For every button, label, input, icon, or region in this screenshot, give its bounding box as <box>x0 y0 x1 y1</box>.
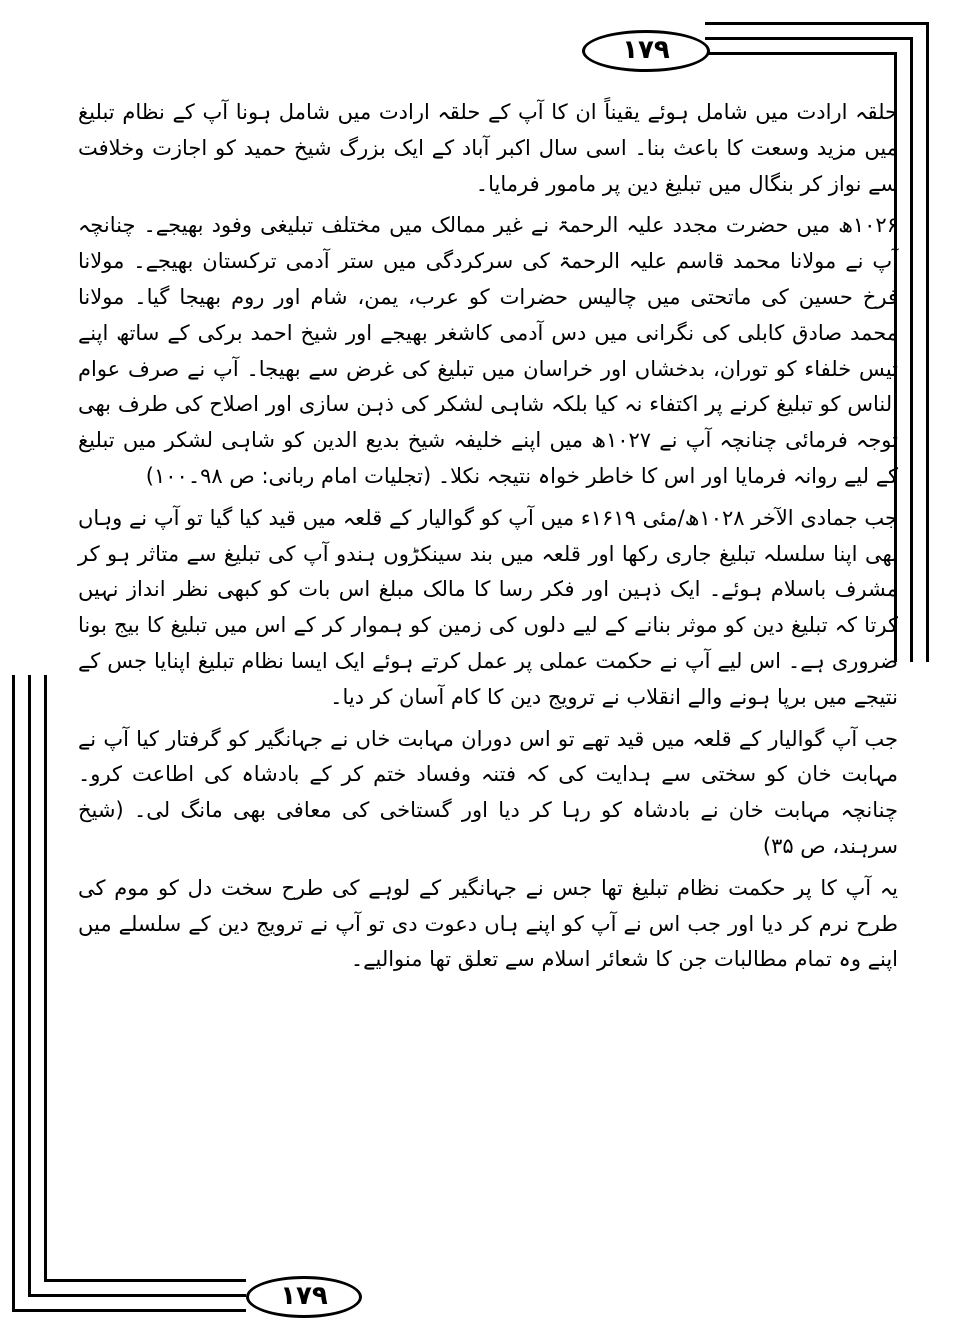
border-right-line-middle <box>910 37 913 662</box>
border-top-line-inner <box>705 52 897 55</box>
page-number-bottom: ۱۷۹ <box>246 1276 362 1318</box>
border-bottom-line-outer <box>12 1309 246 1312</box>
border-right-line-outer <box>926 22 929 662</box>
border-left-line-middle <box>28 675 31 1296</box>
paragraph-1: حلقہ ارادت میں شامل ہوئے یقیناً ان کا آپ کے حلقہ ارادت میں شامل ہونا آپ کے نظام تبلیغ میں مزید وسعت کا باعث بنا۔ اسی سال اکبر آباد کے ایک بزرگ شیخ حمید کو اجازت وخلافت سے نواز کر بنگال میں تبلیغ دین پر مامور فرمایا۔ <box>78 100 898 196</box>
body-text <box>78 95 898 984</box>
border-top-line-middle <box>705 37 913 40</box>
border-bottom-line-middle <box>28 1294 246 1297</box>
border-left-line-inner <box>44 675 47 1281</box>
paragraph-2: ۱۰۲۶ھ میں حضرت مجدد علیہ الرحمۃ نے غیر ممالک میں مختلف تبلیغی وفود بھیجے۔ چنانچہ آپ نے مولانا محمد قاسم علیہ الرحمۃ کی سرکردگی میں ستر آدمی ترکستان بھیجے۔ مولانا فرخ حسین کی ماتحتی میں چالیس حضرات کو عرب، یمن، شام اور روم بھیجا گیا۔ مولانا محمد صادق کابلی کی نگرانی میں دس آدمی کاشغر بھیجے اور شیخ احمد برکی کے ساتھ اپنے تیس خلفاء کو توران، بدخشاں اور خراسان میں تبلیغ کی غرض سے بھیجا۔ آپ نے صرف عوام الناس کو تبلیغ کرنے پر اکتفاء نہ کیا بلکہ شاہی لشکر کی ذہن سازی اور اصلاح کی طرف بھی توجہ فرمائی چنانچہ آپ نے ۱۰۲۷ھ میں اپنے خلیفہ شیخ بدیع الدین کو شاہی لشکر میں تبلیغ کے لیے روانہ فرمایا اور اس کا خاطر خواہ نتیجہ نکلا۔ (تجلیات امام ربانی: ص ۹۸۔۱۰۰) <box>78 213 898 488</box>
paragraph-3: جب جمادی الآخر ۱۰۲۸ھ/مئی ۱۶۱۹ء میں آپ کو گوالیار کے قلعہ میں قید کیا گیا تو آپ نے وہاں بھی اپنا سلسلہ تبلیغ جاری رکھا اور قلعہ میں بند سینکڑوں ہندو آپ کی تبلیغ سے متاثر ہو کر مشرف باسلام ہوئے۔ ایک ذہین اور فکر رسا کا مالک مبلغ اس بات کو کبھی نظر انداز نہیں کرتا کہ تبلیغ دین کو موثر بنانے کے لیے دلوں کی زمین کو ہموار کر کے اس میں تبلیغ کا بیج بونا ضروری ہے۔ اس لیے آپ نے حکمت عملی پر عمل کرتے ہوئے ایک ایسا نظام تبلیغ اپنایا جس کے نتیجے میں برپا ہونے والے انقلاب نے ترویج دین کا کام آسان کر دیا۔ <box>78 505 898 709</box>
page-number-top: ۱۷۹ <box>582 30 710 72</box>
border-left-line-outer <box>12 675 15 1311</box>
paragraph-4: جب آپ گوالیار کے قلعہ میں قید تھے تو اس دوران مہابت خاں نے جہانگیر کو گرفتار کیا آپ نے مہابت خان کو سختی سے ہدایت کی کہ فتنہ وفساد ختم کر کے بادشاہ کی اطاعت کرو۔ چنانچہ مہابت خان نے بادشاہ کو رہا کر دیا اور گستاخی کی معافی بھی مانگ لی۔ (شیخ سرہند، ص ۳۵) <box>78 726 898 858</box>
border-bottom-line-inner <box>44 1279 246 1282</box>
border-top-line-outer <box>705 22 929 25</box>
paragraph-5: یہ آپ کا پر حکمت نظام تبلیغ تھا جس نے جہانگیر کے لوہے کی طرح سخت دل کو موم کی طرح نرم کر دیا اور جب اس نے آپ کو اپنے ہاں دعوت دی تو آپ نے ترویج دین کے سلسلے میں اپنے وہ تمام مطالبات جن کا شعائر اسلام سے تعلق تھا منوالیے۔ <box>78 875 898 972</box>
